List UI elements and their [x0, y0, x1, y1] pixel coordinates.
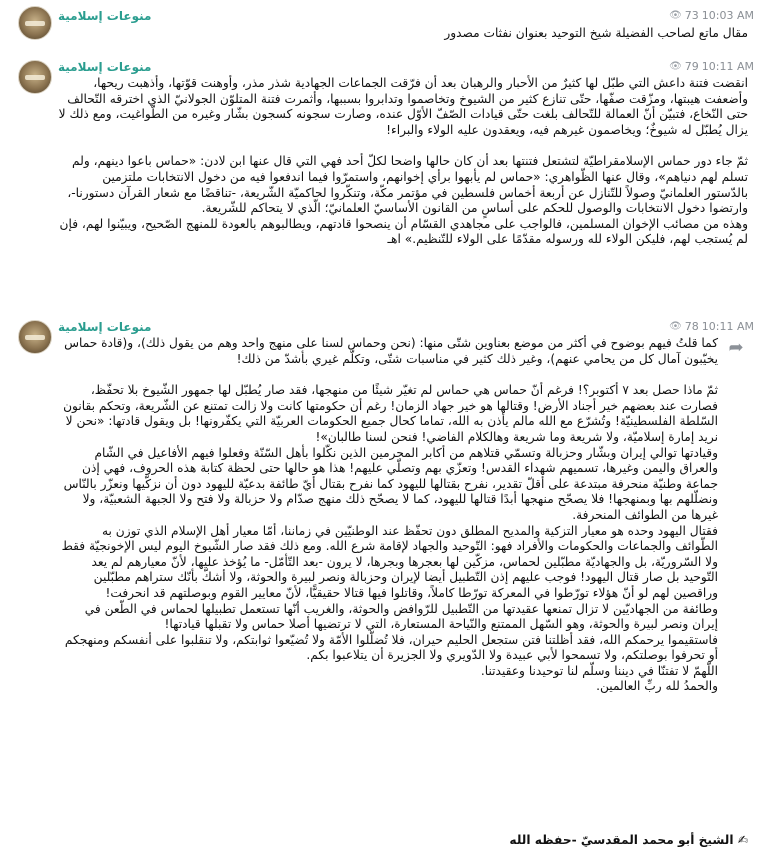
paragraph: والحمدُ لله ربِّ العالمين. [596, 679, 718, 694]
sender-name[interactable]: منوعات إسلامية [58, 320, 152, 334]
signature: ✍ الشيخ أبو محمد المقدسيّ -حفظه الله [509, 833, 748, 847]
message-text [58, 76, 748, 248]
channel-avatar[interactable] [18, 6, 52, 40]
eye-icon: 👁 [669, 10, 682, 21]
paragraph: فاستقيموا يرحمكم الله، فقد أظلتنا فتن ستجعل الحليم حيران، فلا تُضلّلوا الأمّة ولا تُضيّعوا ثوابتكم، ولا تنقلبوا على أنفسكم ومنهجكم أو تحرفوا بوصلتكم، ولا تسمحوا لأبي عبيدة ولا الدّويري ولا الجزيرة أن يتلاعبوا بكم. [64, 632, 718, 663]
paragraph: وقيادتها توالي إيران وبشّار وحزبالة وتسمّي قتلاهم من أكابر المجرمين الذين نكّلوا بأهل السّنّة وفعلوا فيهم الأفاعيل في الشّام والعراق واليمن وغيرها، تسميهم شهداء القدس! وتعزّي بهم وتصلّي عليهم! هذا هو حالها حتى لحظة كتابة هذه الحروف، فهي إذن جماعة وطنيّة منحرفة مبتدعة على أقلّ تقدير، نفرح بقتالها لليهود كما نفرح بقتال أيّ طائفة بدعيّة لليهود دون أن نزكّيها ونعزّر بالنّاس ونضلّلهم بها وبمنهجها! فلا يصحّح منهجها أبدًا قتالها لليهود، كما لا يصحّح ذلك منهج صدّام ولا حزبالة ولا فتح ولا الجبهة الشعبيّة، ولا غيرها من الطوائف المنحرفة. [63, 445, 718, 522]
sender-name[interactable]: منوعات إسلامية [58, 9, 152, 23]
channel-avatar[interactable] [18, 320, 52, 354]
paragraph: ثمّ ماذا حصل بعد ٧ أكتوبر؟! فرغم أنّ حماس هي حماس لم تغيّر شيئًا من منهجها، فقد صار يُطبّل لها جمهور الشّيوخ بلا تحفّظ، فصارت عند بعضهم خير أجناد الأرض! وقتالها هو خير جهاد الزمان! رغم أن حكومتها كانت ولا زالت تمتنع عن الشّريعة، وتحكم بقانون السّلطة الفلسطينيّة! وتُشرّع مع الله مالم يأذن به الله، تماما كحال جميع الحكومات العربيّة التي يكفّرونها! بل ويقول قادتها: «نحن لا نريد إمارة إسلاميّة، ولا شريعة وما شريعة وهالكلام الفاضي! فنحن لسنا طالبان»! [63, 383, 718, 444]
message-meta [669, 60, 754, 73]
paragraph: وطائفة من الجهاديّين لا تزال تمنعها عقيدتها من التّطبيل للرّوافض والحوثة، والغريب أنّها تستعمل تطبيلها لحماس في الطّعن في إيران ونصر لبيرة والحوثة، وهو السّهل الممتنع والنّياحة المستعارة، التي لا ترتضيها أصلا حماس ولا تقبلها قيادتها! [84, 601, 718, 632]
eye-icon: 👁 [669, 321, 682, 332]
paragraph: انقضت فتنة داعش التي طبّل لها كثيرٌ من الأحبار والرهبان بعد أن فرّقت الجماعات الجهادية شذر مذر، وأوهنت قوّتها، وأذهبت ريحها، وأضعفت هيبتها، ومزّقت صفّها، حتّى تنازع كثير من الشيوخ وتخاصموا وتدابروا بسببها، وأثمرت فتنة المتلوّن الجولانيّ الذي اخترقه التّحالف حتى النّخاع، فتبيّن أنّ العمالة للتّحالف بلغت حتّى قيادات الصّفّ الأوّل عنده، وصارت سجونه كسجون بشّار وغيره من الطّواغيت، ومع ذلك لا يزال يُطبّل له شيوخٌ؛ ويخاصمون غيرهم فيه، ويعقدون عليه الولاء والبراء! [58, 76, 748, 137]
paragraph: اللّهمّ لا تفتنّا في ديننا وسلّم لنا توحيدنا وعقيدتنا. [480, 663, 718, 678]
message-text [58, 26, 748, 42]
message-meta [669, 320, 754, 333]
share-arrow-icon[interactable]: ➦ [728, 337, 744, 358]
view-count: 78 [684, 320, 699, 333]
message-text [58, 336, 718, 695]
paragraph: فقتال اليهود وحده هو معيار التزكية والمديح المطلق دون تحفّظ عند الوطنيّين في زماننا، أمّا معيار أهل الإسلام الذي توزن به الطّوائف والجماعات والحكومات والأفراد فهو: التّوحيد والجهاد لإقامة شرع الله. ومع ذلك فقد صار الشّيوخ اليوم ليس الإخونجيّة فقط ولا السّروريّة، بل والجهاديّة مطبّلين لحماس، مزكّين لها بعجرها وبجرها، لا يرون -بعد التّأمّل- ما يُؤخذ عليها، لأنّ معيارهم لم يعد التّوحيد بل صار قتال اليهود! فوجب عليهم إذن التّطبيل أيضا لإيران وحزبالة ونصر لبيرة والحوثة، ولا أشكّ بأنّك ستراهم مطبّلين وراقصين لهم لو أنّ هؤلاء تورّطوا في المعركة تورّطا كاملاً، وقاتلوا فيها قتالا حقيقيًّا، لأنّ معايير القوم وبوصلتهم قد انحرفت! [61, 523, 718, 600]
paragraph: كما قلتُ فيهم بوضوح في أكثر من موضع بعناوين شتّى منها: (نحن وحماس لسنا على منهج واحد وهم من يقول ذلك)، و(قادة حماس يخيّبون آمال كل من يحامي عنهم)، وغير ذلك كثير في مناسبات شتّى، وتكلّم غيري بأشدّ من ذلك! [64, 336, 718, 366]
message-time: 10:11 AM [701, 320, 754, 333]
view-count: 79 [684, 60, 699, 73]
view-count: 73 [684, 9, 699, 22]
paragraph: وهذه من مصائب الإخوان المسلمين، فالواجب على مجاهدي القسّام أن ينصحوا قادتهم، ويطالبوهم بالعودة للمنهج الصّحيح، ويبيّنوا لهم، فإن لم يُستجب لهم، فليكن الولاء لله ورسوله مقدّمًا على الولاء للتّنظيم.» اهـ [59, 216, 748, 247]
eye-icon: 👁 [669, 61, 682, 72]
paragraph: ثمّ جاء دور حماس الإسلامقراطيّة لتشتعل فتنتها بعد أن كان حالها واضحا لكلّ أحد فهي التي قال عنها ابن لادن: «حماس باعوا دينهم، ولم تسلم لهم دنياهم»، وقال عنها الظّواهري: «حماس لم يأبهوا برأي إخوانهم، واستمرّوا فيما اندفعوا فيه من دخول الانتخابات ملتزمين بالدّستور العلمانيّ وصولاً للتّنازل عن أربعة أخماس فلسطين في مؤتمر مكّة، وتنكّروا لحاكميّة الشّريعة، -تناقضًا مع شعار القرآن دستورنا-، وارتضوا دخول الانتخابات والوصول للحكم على أساسٍ من القانون الأساسيّ العلمانيّ؛ الّذي لا يتحاكم للشّريعة. [67, 154, 748, 216]
message-time: 10:11 AM [701, 60, 754, 73]
message-meta [669, 9, 754, 22]
channel-avatar[interactable] [18, 60, 52, 94]
message-time: 10:03 AM [701, 9, 754, 22]
sender-name[interactable]: منوعات إسلامية [58, 60, 152, 74]
paragraph: مقال ماتع لصاحب الفضيلة شيخ التوحيد بعنوان نفثات مصدور [444, 26, 748, 40]
